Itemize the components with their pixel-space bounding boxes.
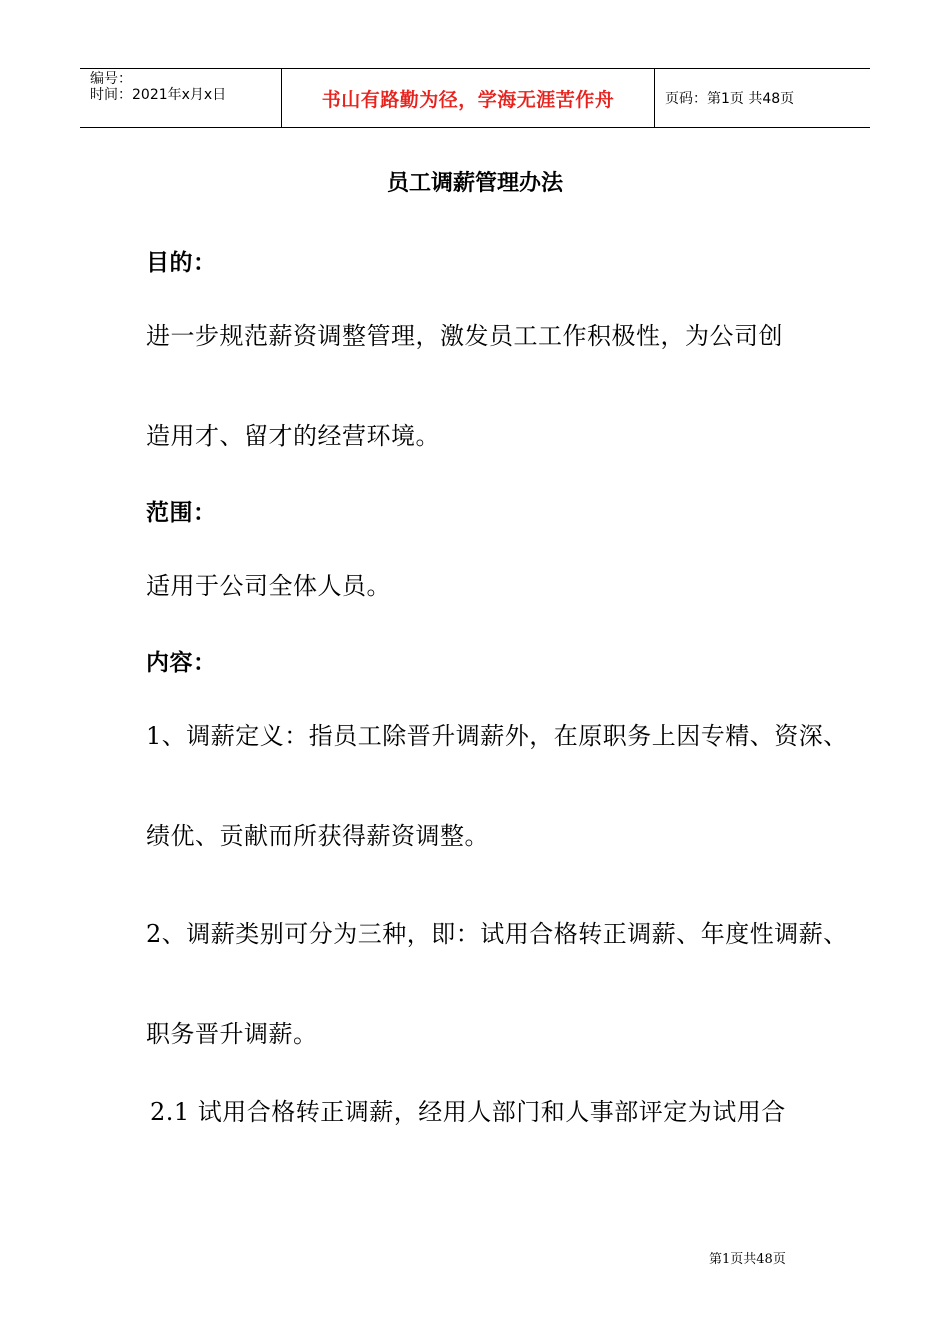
document-number-label: 编号： <box>90 71 132 87</box>
scope-heading: 范围： <box>146 500 217 526</box>
content-heading: 内容： <box>146 650 217 676</box>
scope-text: 适用于公司全体人员。 <box>146 572 391 600</box>
item-2-line-2: 职务晋升调薪。 <box>146 1020 318 1048</box>
purpose-heading: 目的： <box>146 250 217 276</box>
footer-page-number: 第1页共48页 <box>709 1252 786 1267</box>
document-title: 员工调薪管理办法 <box>386 171 563 196</box>
item-2-1-line-1: 2.1 试用合格转正调薪，经用人部门和人事部评定为试用合 <box>150 1098 786 1126</box>
item-2-line-1: 2、调薪类别可分为三种，即：试用合格转正调薪、年度性调薪、 <box>146 920 848 948</box>
item-1-line-2: 绩优、贡献而所获得薪资调整。 <box>146 822 489 850</box>
header-page-number: 页码：第1页 共48页 <box>665 91 795 107</box>
item-1-line-1: 1、调薪定义：指员工除晋升调薪外，在原职务上因专精、资深、 <box>146 722 848 750</box>
document-date-label: 时间：2021年x月x日 <box>90 87 227 103</box>
purpose-text-line-1: 进一步规范薪资调整管理，激发员工工作积极性，为公司创 <box>146 322 783 350</box>
header-meta-cell <box>80 69 282 127</box>
header-table <box>80 68 870 128</box>
purpose-text-line-2: 造用才、留才的经营环境。 <box>146 422 440 450</box>
header-motto: 书山有路勤为径，学海无涯苦作舟 <box>282 69 655 127</box>
